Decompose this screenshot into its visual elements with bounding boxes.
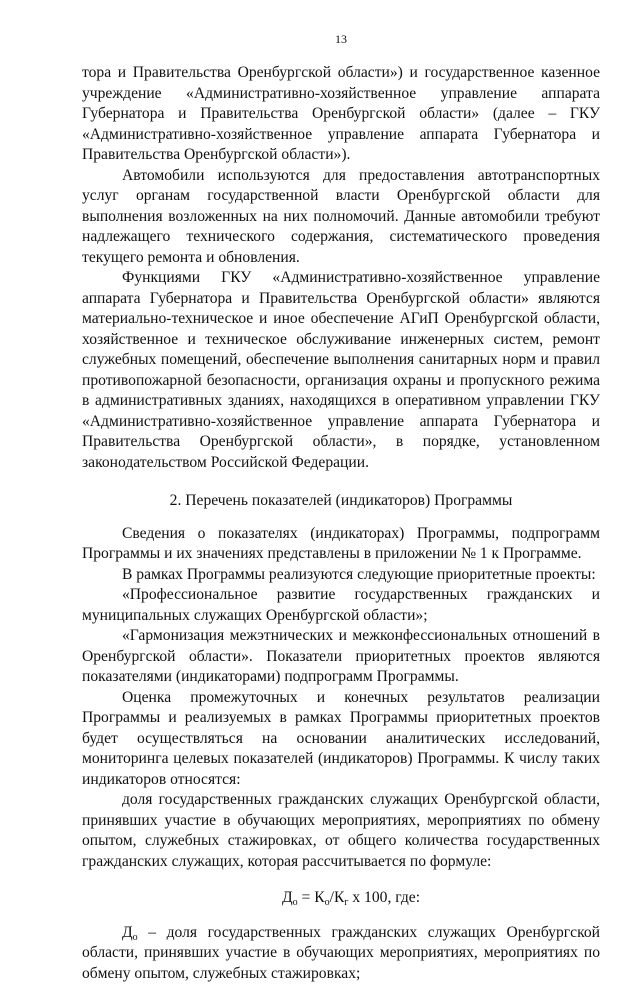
formula-k1-subscript: о [325, 897, 330, 908]
definition-symbol-subscript: о [133, 932, 138, 943]
formula-lhs: Д [282, 889, 293, 906]
paragraph-evaluation: Оценка промежуточных и конечных результатов реализации Программы и реализуемых в рамках Программы приоритетных проектов будет осуществляться на основании аналитических исследований, мониторинга целевых показателей (индикаторов) Программы. К числу таких индикаторов относятся: [82, 688, 600, 791]
page-number: 13 [82, 32, 600, 46]
formula-k2-subscript: г [344, 897, 348, 908]
paragraph-vehicles: Автомобили используются для предоставления автотранспортных услуг органам государственной власти Оренбургской области для выполнения возложенных на них полномочий. Данные автомобили требуют надлежащего технического содержания, систематического проведения текущего ремонта и обновления. [82, 166, 600, 269]
formula-lhs-subscript: о [293, 897, 298, 908]
paragraph-continuation: тора и Правительства Оренбургской области») и государственное казенное учреждение «Административно-хозяйственное управление аппарата Губернатора и Правительства Оренбургской области» (далее – ГКУ «Административно-хозяйственное управление аппарата Губернатора и Правительства Оренбургской области»). [82, 63, 600, 166]
definition-text: – доля государственных гражданских служащих Оренбургской области, принявших участие в обучающих мероприятиях, мероприятиях по обмену опытом, служебных стажировках; [82, 924, 600, 982]
section-heading: 2. Перечень показателей (индикаторов) Программы [82, 491, 600, 512]
formula [82, 888, 600, 909]
paragraph-priority-projects: В рамках Программы реализуются следующие приоритетные проекты: [82, 565, 600, 586]
paragraph-functions: Функциями ГКУ «Административно-хозяйственное управление аппарата Губернатора и Правительства Оренбургской области» являются материально-техническое и иное обеспечение АГиП Оренбургской области, хозяйственное и техническое обслуживание инженерных систем, ремонт служебных помещений, обеспечение выполнения санитарных норм и правил противопожарной безопасности, организация охраны и пропускного режима в административных зданиях, находящихся в оперативном управлении ГКУ «Административно-хозяйственное управление аппарата Губернатора и Правительства Оренбургской области», в порядке, установленном законодательством Российской Федерации. [82, 268, 600, 473]
paragraph-definition [82, 923, 600, 984]
paragraph-project-2: «Гармонизация межэтнических и межконфессиональных отношений в Оренбургской области». Показатели приоритетных проектов являются показателями (индикаторами) подпрограмм Программы. [82, 626, 600, 688]
formula-k2: К [334, 889, 344, 906]
paragraph-indicators-info: Сведения о показателях (индикаторах) Программы, подпрограмм Программы и их значениях представлены в приложении № 1 к Программе. [82, 524, 600, 565]
paragraph-project-1: «Профессиональное развитие государственных гражданских и муниципальных служащих Оренбургской области»; [82, 585, 600, 626]
paragraph-indicator-share: доля государственных гражданских служащих Оренбургской области, принявших участие в обучающих мероприятиях, мероприятиях по обмену опытом, служебных стажировках, от общего количества государственных гражданских служащих, которая рассчитывается по формуле: [82, 790, 600, 872]
formula-equals: = [298, 889, 315, 906]
definition-symbol: Д [122, 924, 133, 941]
formula-rest: х 100, где: [348, 889, 420, 906]
formula-slash: / [330, 889, 334, 906]
formula-k1: К [314, 889, 324, 906]
